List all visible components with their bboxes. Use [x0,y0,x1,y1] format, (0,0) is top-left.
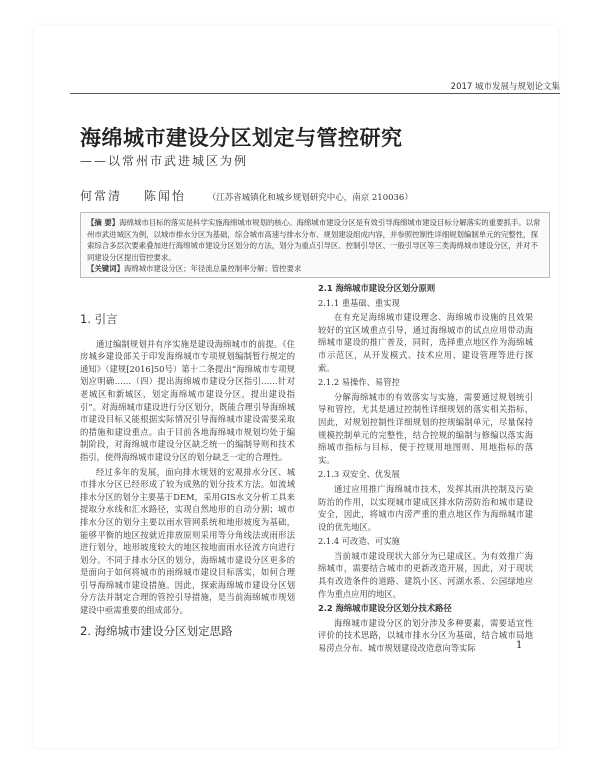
article-subtitle: ——以常州市武进城区为例 [80,154,249,168]
left-column [80,305,295,649]
running-head: 2017 城市发展与规划论文集 [450,82,560,92]
author-2: 陈闻怡 [143,189,186,203]
author-line [80,187,413,204]
subsection-heading: 2.1.2 易操作、易管控 [318,377,400,388]
paragraph: 通过应用推广海绵城市技术，发挥其雨洪控制及污染防治的作用，以实现城市建成区排水防涝防治和城市建设安全，因此，将城市内涝严重的重点地区作为海绵城市建设的优先地区。 [318,483,533,532]
paragraph: 分解海绵城市的有效落实与实施，需要通过规划统引导和管控，尤其是通过控制性详细规划的落实相关指标，因此，对规划控制性详细规划的控规编制单元，尽量保持规模控制单元的完整性，结合控规的编制与修编以落实海绵城市指标与目标，便于控规用地图则、用地指标的落实。 [318,391,533,465]
section-2-heading: 2. 海绵城市建设分区划定思路 [80,623,233,638]
right-column [318,280,533,657]
paragraph: 海绵城市建设分区的划分涉及多种要素，需要适宜性评价的技术思路，以城市排水分区为基础，结合城市局地易涝点分布、城市规划建设改造意向等实际 [318,617,533,654]
page-number: 1 [516,640,523,651]
section-1-heading: 1. 引言 [80,312,118,326]
paragraph: 经过多年的发展，面向排水规划的宏观排水分区、城市排水分区已经形成了较为成熟的划分技术方法。如流域排水分区的划分主要基于DEM，采用GIS水文分析工具来提取分水线和汇水路径，实现自然地形的自动分割；城市排水分区的划分主要以雨水管网系统和地形坡度为基础，能够平衡的地区按就近排放原则采用等分角线法或雨形法进行划分，地形坡度较大的地区按地面雨水径流方向进行划分。不同于排水分区的划分，海绵城市建设分区更多的是面向于如何将城市的雨绵城市建设目标落实，如何合理引导海绵城市建设措施。因此，探索海绵城市建设分区划分方法并制定合理的管控引导措施，是当前海绵城市规划建设中亟需重要的组成部分。 [80,466,295,616]
paragraph: 在有充足海绵城市建设理念、海绵城市设施的且效果较好的宜区域重点引导，通过海绵城市的试点应用带动海绵城市建设的推广普及，同时，选择重点地区作为海绵城市示范区，从开发模式、技术应用、建设管理等进行探索。 [318,312,533,373]
section-2-1-heading: 2.1 海绵城市建设分区划分原则 [318,283,436,293]
section-2-2-heading: 2.2 海绵城市建设分区划分技术路径 [318,603,452,614]
paragraph: 当前城市建设现状大部分为已建成区。为有效推广海绵城市，需要结合城市的更新改造开展，因此，对于现状具有改造条件的道路、建筑小区、河湖水系、公园绿地应作为重点应用的地区。 [318,550,533,599]
affiliation: （江苏省城镇化和城乡规划研究中心，南京 210036） [207,193,413,203]
paragraph: 通过编制规划并有序实施是建设海绵城市的前提。《住房城乡建设部关于印发海绵城市专项规划编制暂行规定的通知》（建规[2016]50号）第十二条提出“海绵城市专项规划应明确……（四）提出海绵城市建设分区指引……针对老城区和新城区，划定海绵城市建设分区，提出建设指引”。对海绵城市建设进行分区划分，既能合理引导海绵城市建设目标又能根据实际情况引导海绵城市建设需要采取的措施和建设重点。由于目前各地海绵城市规划均处于编制阶段，对海绵城市建设分区缺乏统一的编制导则和技术指引，使得海绵城市建设分区的划分缺乏一定的合理性。 [80,338,295,462]
keywords-label: 【关键词】 [87,264,124,273]
keywords-text: 海绵城市建设分区；年径流总量控制率分解；管控要求 [123,264,302,273]
abstract-label: 【摘 要】 [87,218,120,227]
article-title: 海绵城市建设分区划定与管控研究 [80,126,403,150]
author-1: 何常清 [80,189,123,203]
subsection-heading: 2.1.3 双安全、优发展 [318,469,400,480]
subsection-heading: 2.1.1 重基础、重实现 [318,297,400,308]
abstract-text: 海绵城市目标的落实是科学实施海绵城市规划的核心。海绵城市建设分区是有效引导海绵城市建设目标分解落实的重要抓手。以常州市武进城区为例，以城市排水分区为基础，综合城市高速与排水分布、规划建设组成内容，并参照控制性详细规划编制单元的完整性，探索综合多层次要素叠加进行海绵城市建设分区划分的方法，划分为重点引导区、控制引导区、一般引导区等三类海绵城市建设分区，并对不同建设分区提出管控要求。 [87,218,541,262]
abstract-box [80,212,550,278]
subsection-heading: 2.1.4 可改造、可实施 [318,536,400,547]
header-rule [70,93,560,94]
